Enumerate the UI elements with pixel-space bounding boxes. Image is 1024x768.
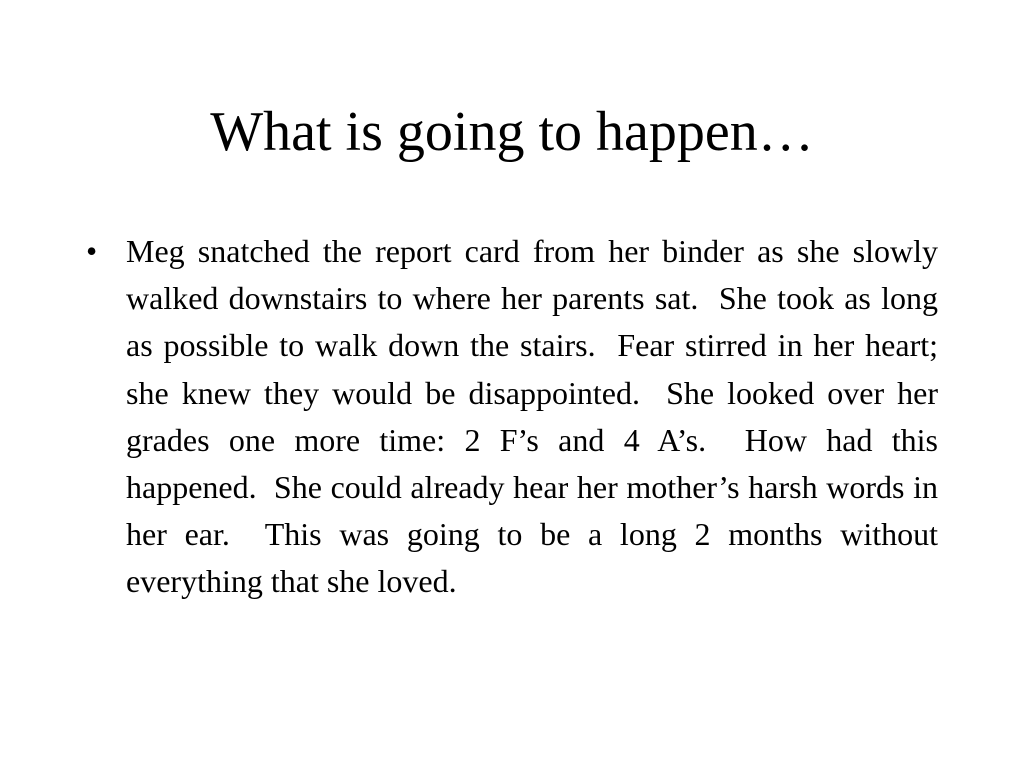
- bullet-item: [78, 228, 946, 606]
- bullet-text: Meg snatched the report card from her binder as she slowly walked downstairs to where her parents sat. She took as long as possible to walk down the stairs. Fear stirred in her heart; she knew they would be disappointed. She looked over her grades one more time: 2 F’s and 4 A’s. How had this happened. She could already hear her mother’s harsh words in her ear. This was going to be a long 2 months without everything that she loved.: [126, 233, 946, 600]
- bullet-list: [78, 228, 946, 606]
- bullet-dot-icon: •: [86, 233, 98, 269]
- slide-title: What is going to happen…: [210, 101, 814, 163]
